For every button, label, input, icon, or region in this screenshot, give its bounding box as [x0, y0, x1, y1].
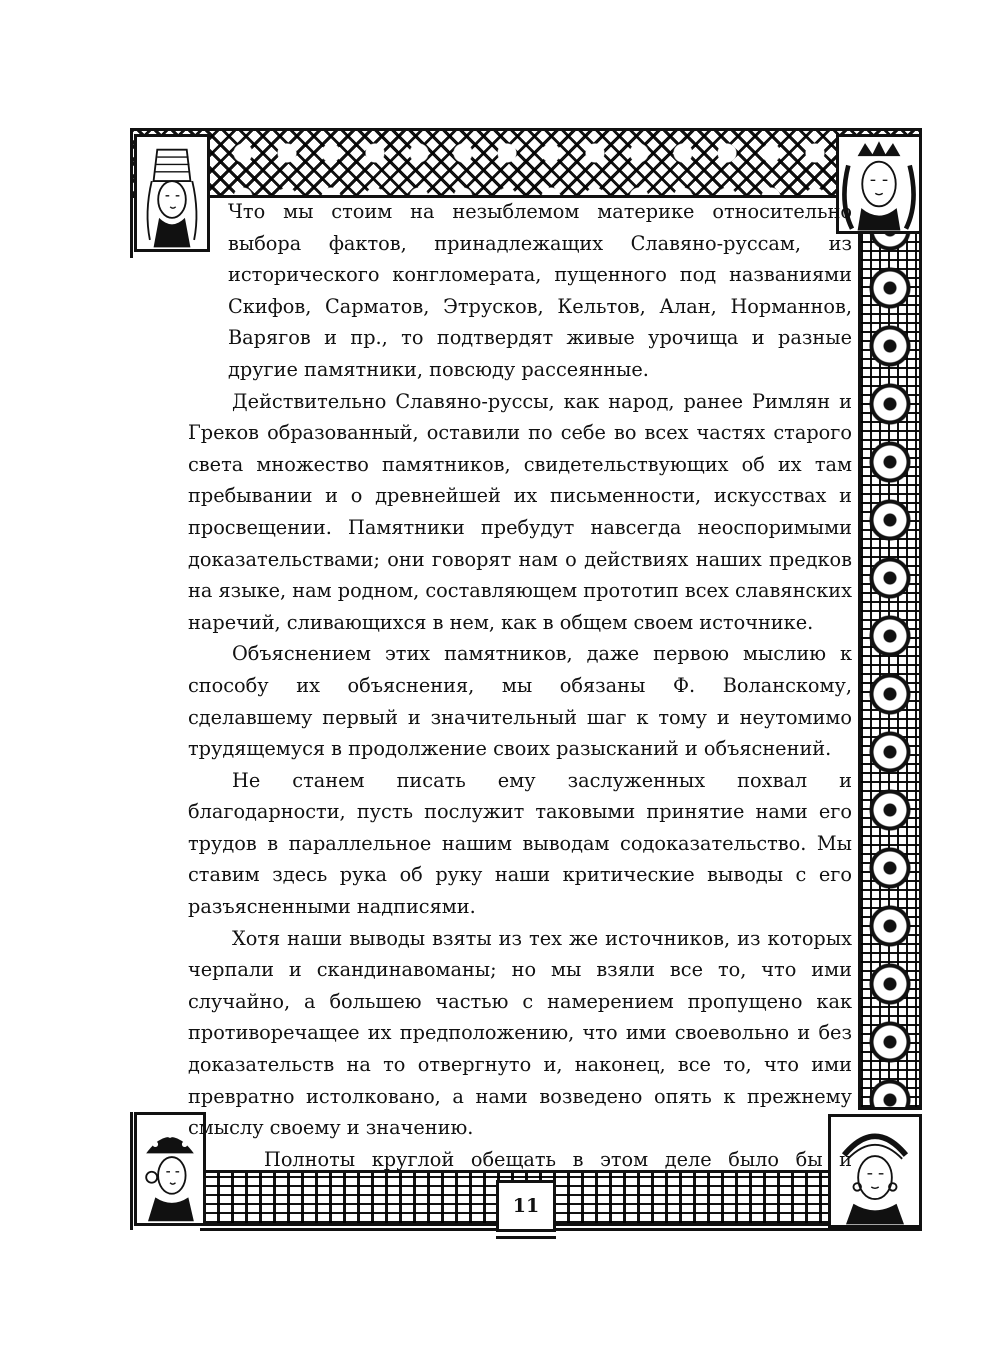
ornamental-top-border	[130, 128, 922, 198]
frame-line-bottom	[200, 1228, 922, 1231]
frame-line-left-top	[130, 198, 133, 258]
ornamental-right-border	[858, 198, 922, 1110]
frame-line-left-bottom	[130, 1112, 133, 1230]
paragraph-6: Полноты круглой обещать в этом деле было бы и	[264, 1147, 852, 1171]
page-number: 11	[496, 1180, 556, 1232]
paragraph-2: Действительно Славяно-руссы, как народ, ранее Римлян и Греков образованный, оставили по себе во всех частях старого света множество памятников, свидетельствующих об их там пребывании и о древнейшей их письменности, искусствах и просвещении. Памятники пребудут навсегда неоспоримыми доказательствами; они говорят нам о действиях наших предков на языке, нам родном, составляющем прототип всех славянских наречий, сливающихся в нем, как в общем своем источнике.	[188, 389, 852, 634]
paragraph-5: Хотя наши выводы взяты из тех же источников, из которых черпали и скандинавоманы; но мы взяли все то, что ими случайно, а большею частью с намерением пропущено как противоречащее их предположению, что ими своевольно и без доказательств на то отвергнуто и, наконец, все то, что ими превратно истолковано, а нами возведено опять к прежнему смыслу своему и значению.	[188, 926, 852, 1140]
paragraph-3: Объяснением этих памятников, даже первою мыслию к способу их объяснения, мы обязаны Ф. Воланскому, сделавшему первый и значительный шаг к тому и неутомимо трудящемуся в продолжение своих разысканий и объяснений.	[188, 642, 852, 761]
paragraph-1: Что мы стоим на незыблемом материке относительно выбора фактов, принадлежащих Славяно-руссам, из исторического конгломерата, пущенного под названиями Скифов, Сарматов, Этрусков, Кельтов, Алан, Норманнов, Варягов и пр., то подтвердят живые урочища и разные другие памятники, повсюду рассеянные.	[228, 200, 852, 381]
paragraph-4: Не станем писать ему заслуженных похвал и благодарности, пусть послужит таковыми принятие нами его трудов в параллельное нашим выводам содоказательство. Мы ставим здесь рука об руку наши критические выводы с его разъясненными надписями.	[188, 768, 852, 919]
body-text	[188, 196, 852, 1175]
frame-line-page-number-base	[496, 1236, 556, 1239]
